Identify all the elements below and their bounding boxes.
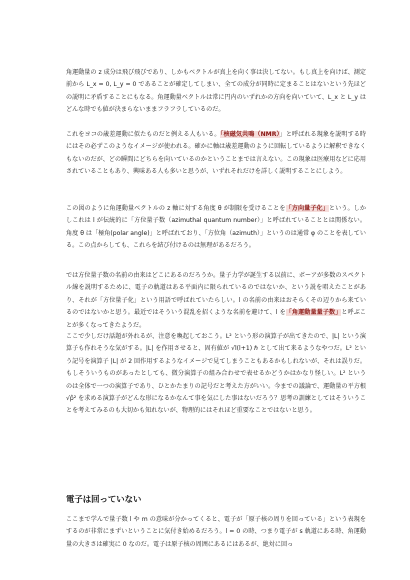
highlight-term-nmr: 「核磁気共鳴（NMR） bbox=[220, 131, 280, 138]
text-run: ここで少しだけ話題が外れるが、注意を喚起しておこう。L² という形の演算子が出てきたので、|L| という演算子も作れそうな気がする。|L| を作用させると、固有値が √l(l+1) ℏ として出て来るようなやつだ。L² という記号を演算子 |L| が 2 回作用するようなイメージで見てしまうこともあるかもしれないが、それは誤りだ。もしそういうものがあったとしても、微分演算子の組み合わせで表せるかどうかはかなり怪しい。L² というのは全体で一つの演算子であり、ひとかたまりの記号だと考えた方がいい。今までの議論で、運動量の平方根 √p̂² を求める演算子がどんな形になるかなんて事を気にした事はないだろう？思考の訓練としてはそういうことを考えてみるのも大切かも知れないが、物理的にはそれほど重要なことではないと思う。 bbox=[66, 333, 366, 415]
paragraph-5 bbox=[66, 331, 366, 418]
highlight-term-angular-momentum-quantum-number: 「角運動量量子数」 bbox=[285, 309, 342, 317]
paragraph-text bbox=[66, 514, 366, 551]
paragraph-1 bbox=[66, 67, 366, 117]
paragraph-text bbox=[66, 270, 366, 332]
text-run: これをヨコの歳差運動に似たものだと例える人もいる。 bbox=[66, 131, 221, 138]
paragraph-text bbox=[66, 129, 366, 179]
text-run: ここまで学んで量子数 l や m の意味が分かってくると、電子が「原子核の周りを回っている」という表現をするのが非常にまずいということに気付き始めるだろう。l = 0 の時、つまり電子が s 軌道にある時、角運動量の大きさは確実に 0 なのだ。電子は原子核の周囲にあるにはあるが、絶対に回っ bbox=[66, 516, 366, 548]
paragraph-2 bbox=[66, 129, 366, 179]
paragraph-text bbox=[66, 203, 366, 253]
text-run: と呼ぶことが多くなってきたようだ。 bbox=[66, 309, 366, 329]
paragraph-4 bbox=[66, 270, 366, 332]
paragraph-text bbox=[66, 67, 366, 117]
text-run: では方位量子数の名前の由来はどこにあるのだろうか。量子力学が誕生する以前に、ボーアが多数のスペクトル線を説明するために、電子の軌道はある平面内に限られているのではないか、という説を唱えたことがあり、それが「方位量子化」という用語で呼ばれていたらしい。l の名前の由来はおそらくその辺りから来ているのではないかと思う。最近ではそういう混乱を招くような名前を避けて、l を bbox=[66, 272, 366, 317]
paragraph-6 bbox=[66, 514, 366, 551]
section-heading: 電子は回っていない bbox=[66, 494, 142, 504]
highlight-term-direction-quantization: 「方向量子化」 bbox=[285, 205, 329, 212]
text-run: 」と呼ばれる現象を説明する時にはその必ずこのようなイメージが使われる。確かに軸は歳差運動のように回転しているように解釈できなくもないのだが、どの瞬間にどちらを向いているのかということまでは言えない。この現象は医療用などに応用されていることもあり、興味ある人も多いと思うが、いずれそれだけを詳しく説明することにしよう。 bbox=[66, 131, 367, 176]
paragraph-text bbox=[66, 331, 366, 418]
text-run: 角運動量の z 成分は飛び飛びであり、しかもベクトルが真上を向く事は決してない。もし真上を向けば、測定前から L_x = 0, L_y = 0 であることが確定してしまい、全ての成分が同時に定まることはないという先ほどの説明に矛盾することにもなる。角運動量ベクトルは常に円内のいずれかの方向を向いていて、L_x と L_y はどんな時でも値が決まらないままフラフラしているのだ。 bbox=[66, 69, 367, 114]
text-run: この図のように角運動量ベクトルの z 軸に対する角度 θ が制限を受けることを bbox=[66, 205, 286, 212]
paragraph-3 bbox=[66, 203, 366, 253]
text-run: という。しかしこれは l が伝統的に「方位量子数（azimuthal quantum number）」と呼ばれていることとは関係ない。角度 θ は「極角(polar angle)」と呼ばれており、「方位角（azimuth）」というのは通常 φ のことを表している。この点からしても、これらを結び付けるのは無理があるだろう。 bbox=[66, 205, 366, 250]
